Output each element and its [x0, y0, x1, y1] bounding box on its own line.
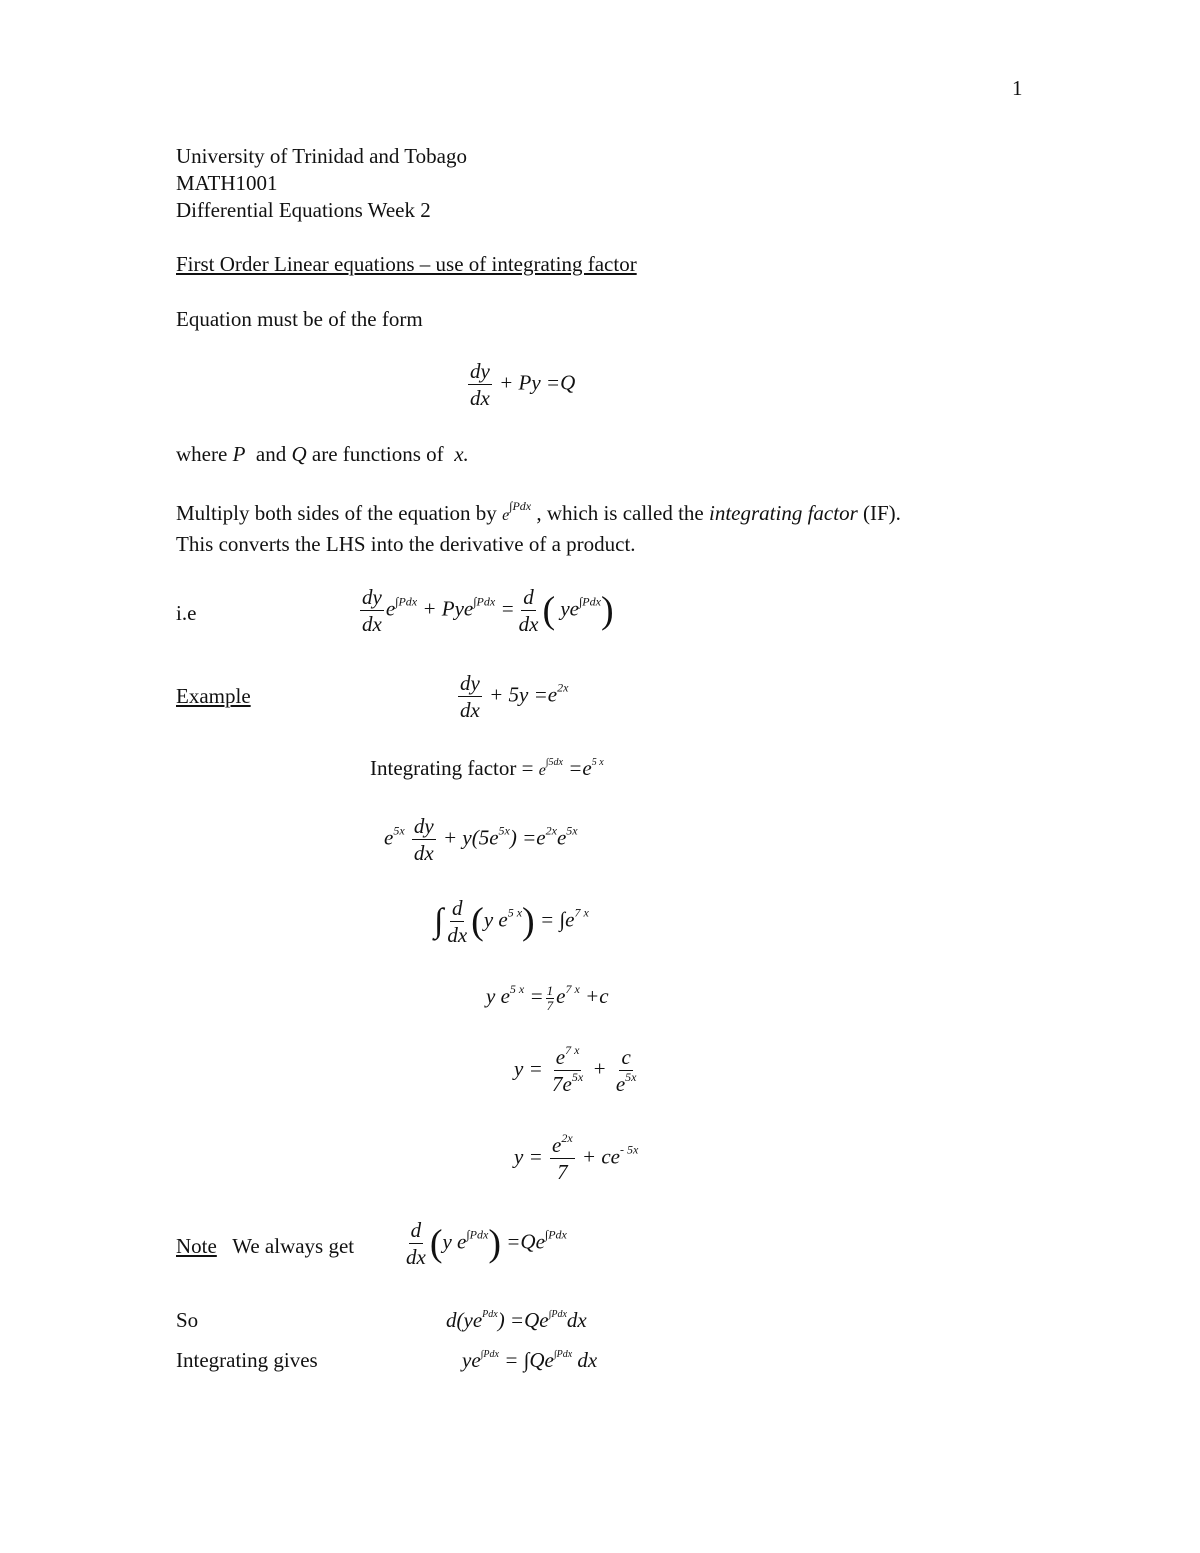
example-equation: $\frac{dy}{dx}$ + $5y =e^{2x}$: [460, 671, 569, 723]
university-name: University of Trinidad and Tobago: [176, 144, 467, 168]
differential-form: $d(ye^{Pdx}) =Qe^{\int Pdx}dx$: [446, 1308, 587, 1332]
multiplied-equation: $e^{5x}$ $\frac{dy}{dx}$ + $y(5e^{5x}) =e^{2x}e^{5x}$: [384, 814, 578, 866]
course-code: MATH1001: [176, 171, 278, 195]
where-line: where P and Q are functions of x.: [176, 442, 469, 466]
note-equation: $\frac{d}{dx}$ (y $e^{\int Pdx}) =Qe^{\int Pdx}$: [406, 1218, 567, 1270]
note-text: Note We always get: [176, 1234, 355, 1258]
section-heading: First Order Linear equations – use of integrating factor: [176, 252, 637, 276]
product-rule-equation: $\frac{dy}{dx}$ $e^{\int Pdx} + Pye^{\int Pdx}$ = $\frac{d}{dx}$ ( $ye^{\int Pdx}$): [362, 585, 614, 637]
solution-step: y = $\frac{e^{7 x}}{7e^{5x}}$ + $\frac{c}{e^{5x}}$: [514, 1043, 637, 1097]
integrated-result: y $e^{5 x}$ = $\frac{1}{7}$ $e^{7 x} +c$: [486, 981, 609, 1013]
general-form-equation: $\frac{dy}{dx}$ + Py =Q: [470, 359, 576, 411]
example-label: Example: [176, 684, 251, 708]
so-label: So: [176, 1308, 199, 1332]
general-solution: y = $\frac{e^{2x}}{7}$ + $ce^{- 5x}$: [514, 1131, 639, 1185]
multiply-line: Multiply both sides of the equation by $e^{\int Pdx}$ , which is called the integrating factor (IF).: [176, 499, 901, 525]
page-number: 1: [1012, 76, 1023, 100]
integrating-gives-label: Integrating gives: [176, 1348, 318, 1372]
intro-text: Equation must be of the form: [176, 307, 423, 331]
final-integral: $ye^{\int Pdx} = \int Qe^{\int Pdx}$ dx: [462, 1348, 598, 1372]
integrating-factor-line: Integrating factor = $e^{\int 5dx} =e^{5 x}$: [370, 756, 604, 780]
integrate-both-sides: ∫ $\frac{d}{dx}$ (y $e^{5 x}) = \int e^{7 x}$: [434, 896, 589, 948]
document-title: Differential Equations Week 2: [176, 198, 431, 222]
ie-label: i.e: [176, 601, 197, 625]
lhs-derivative-line: This converts the LHS into the derivative of a product.: [176, 532, 636, 556]
